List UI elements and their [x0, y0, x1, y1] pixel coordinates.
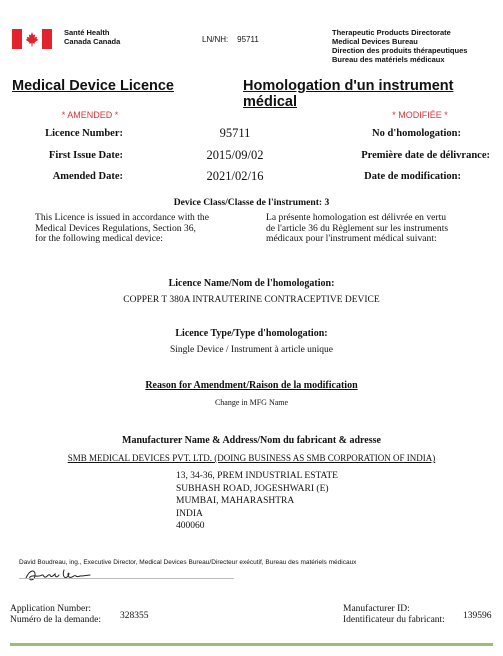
para-line: for the following medical device: — [35, 233, 163, 244]
address-line: 13, 34-36, PREM INDUSTRIAL ESTATE — [176, 471, 338, 481]
amendment-heading-text: Reason for Amendment/Raison de la modification — [145, 380, 358, 391]
manufacturer-heading: Manufacturer Name & Address/Nom du fabricant & adresse — [122, 435, 381, 446]
mfr-label-en: Manufacturer ID: — [343, 604, 410, 614]
licence-type-value: Single Device / Instrument à article unique — [169, 345, 334, 355]
application-number-value: 328355 — [120, 611, 149, 621]
signature-underline — [19, 578, 234, 579]
agency-line-1: Santé Health — [64, 28, 110, 37]
agency-name — [64, 28, 120, 46]
amendment-value: Change in MFG Name — [214, 398, 289, 407]
directorate-line: Medical Devices Bureau — [332, 37, 418, 46]
licence-name-heading: Licence Name/Nom de l'homologation: — [168, 278, 335, 289]
mfr-label-fr: Identificateur du fabricant: — [343, 614, 445, 625]
manufacturer-name-text: SMB MEDICAL DEVICES PVT. LTD. (DOING BUSINESS AS SMB CORPORATION OF INDIA) — [67, 453, 436, 463]
licence-number-value: 95711 — [219, 126, 251, 140]
manufacturer-id-label — [343, 604, 445, 625]
application-number-label — [10, 604, 101, 625]
ln-label: LN/NH: — [202, 35, 229, 44]
para-line: médicaux pour l'instrument médical suivant: — [266, 233, 437, 244]
directorate-line: Direction des produits thérapeutiques — [332, 46, 468, 55]
issued-paragraph-en — [35, 213, 255, 245]
directorate-block — [332, 28, 467, 64]
address-line: INDIA — [176, 508, 203, 519]
directorate-line: Bureau des matériels médicaux — [332, 55, 445, 64]
para-line: de l'article 36 du Règlement sur les instruments — [266, 222, 449, 234]
address-line: SUBHASH ROAD, JOGESHWARI (E) — [176, 483, 329, 494]
first-issue-label: First Issue Date: — [48, 150, 123, 161]
manufacturer-id-value: 139596 — [463, 611, 492, 621]
ln-value: 95711 — [237, 35, 259, 44]
agency-line-2: Canada Canada — [64, 37, 121, 46]
licence-type-heading: Licence Type/Type d'homologation: — [175, 328, 328, 339]
para-line: This Licence is issued in accordance with the — [35, 212, 209, 223]
licence-number-label: Licence Number: — [45, 128, 123, 139]
amended-date-label-fr: Date de modification: — [364, 171, 461, 182]
ln-number — [202, 35, 259, 44]
first-issue-value: 2015/09/02 — [206, 148, 264, 162]
signatory-line: David Boudreau, ing., Executive Director, Medical Devices Bureau/Directeur exécutif, Bureau des matériels médicaux — [19, 559, 357, 566]
issued-paragraph-fr — [266, 213, 496, 245]
amended-badge-en: * AMENDED * — [61, 110, 119, 120]
footer-green-rule — [10, 643, 493, 646]
licence-number-label-fr: No d'homologation: — [372, 128, 461, 139]
canada-flag-icon — [12, 29, 52, 49]
para-line: La présente homologation est délivrée en vertu — [266, 212, 447, 223]
amended-date-label: Amended Date: — [52, 171, 123, 182]
app-label-en: Application Number: — [10, 604, 91, 614]
app-label-fr: Numéro de la demande: — [10, 614, 102, 625]
manufacturer-address — [176, 470, 338, 533]
title-english: Medical Device Licence — [12, 78, 174, 94]
para-line: Medical Devices Regulations, Section 36, — [35, 222, 196, 234]
amended-badge-fr: * MODIFIÉE * — [392, 110, 448, 120]
first-issue-label-fr: Première date de délivrance: — [361, 150, 490, 161]
manufacturer-name — [0, 453, 503, 463]
directorate-line: Therapeutic Products Directorate — [332, 28, 451, 37]
signature-image — [24, 566, 94, 584]
licence-name-value: COPPER T 380A INTRAUTERINE CONTRACEPTIVE DEVICE — [123, 295, 380, 305]
address-line: MUMBAI, MAHARASHTRA — [176, 496, 295, 506]
device-class: Device Class/Classe de l'instrument: 3 — [173, 197, 330, 208]
amended-date-value: 2021/02/16 — [206, 169, 264, 183]
address-line: 400060 — [176, 521, 205, 531]
amendment-heading — [0, 380, 503, 391]
title-french: Homologation d'un instrument médical — [243, 78, 454, 110]
